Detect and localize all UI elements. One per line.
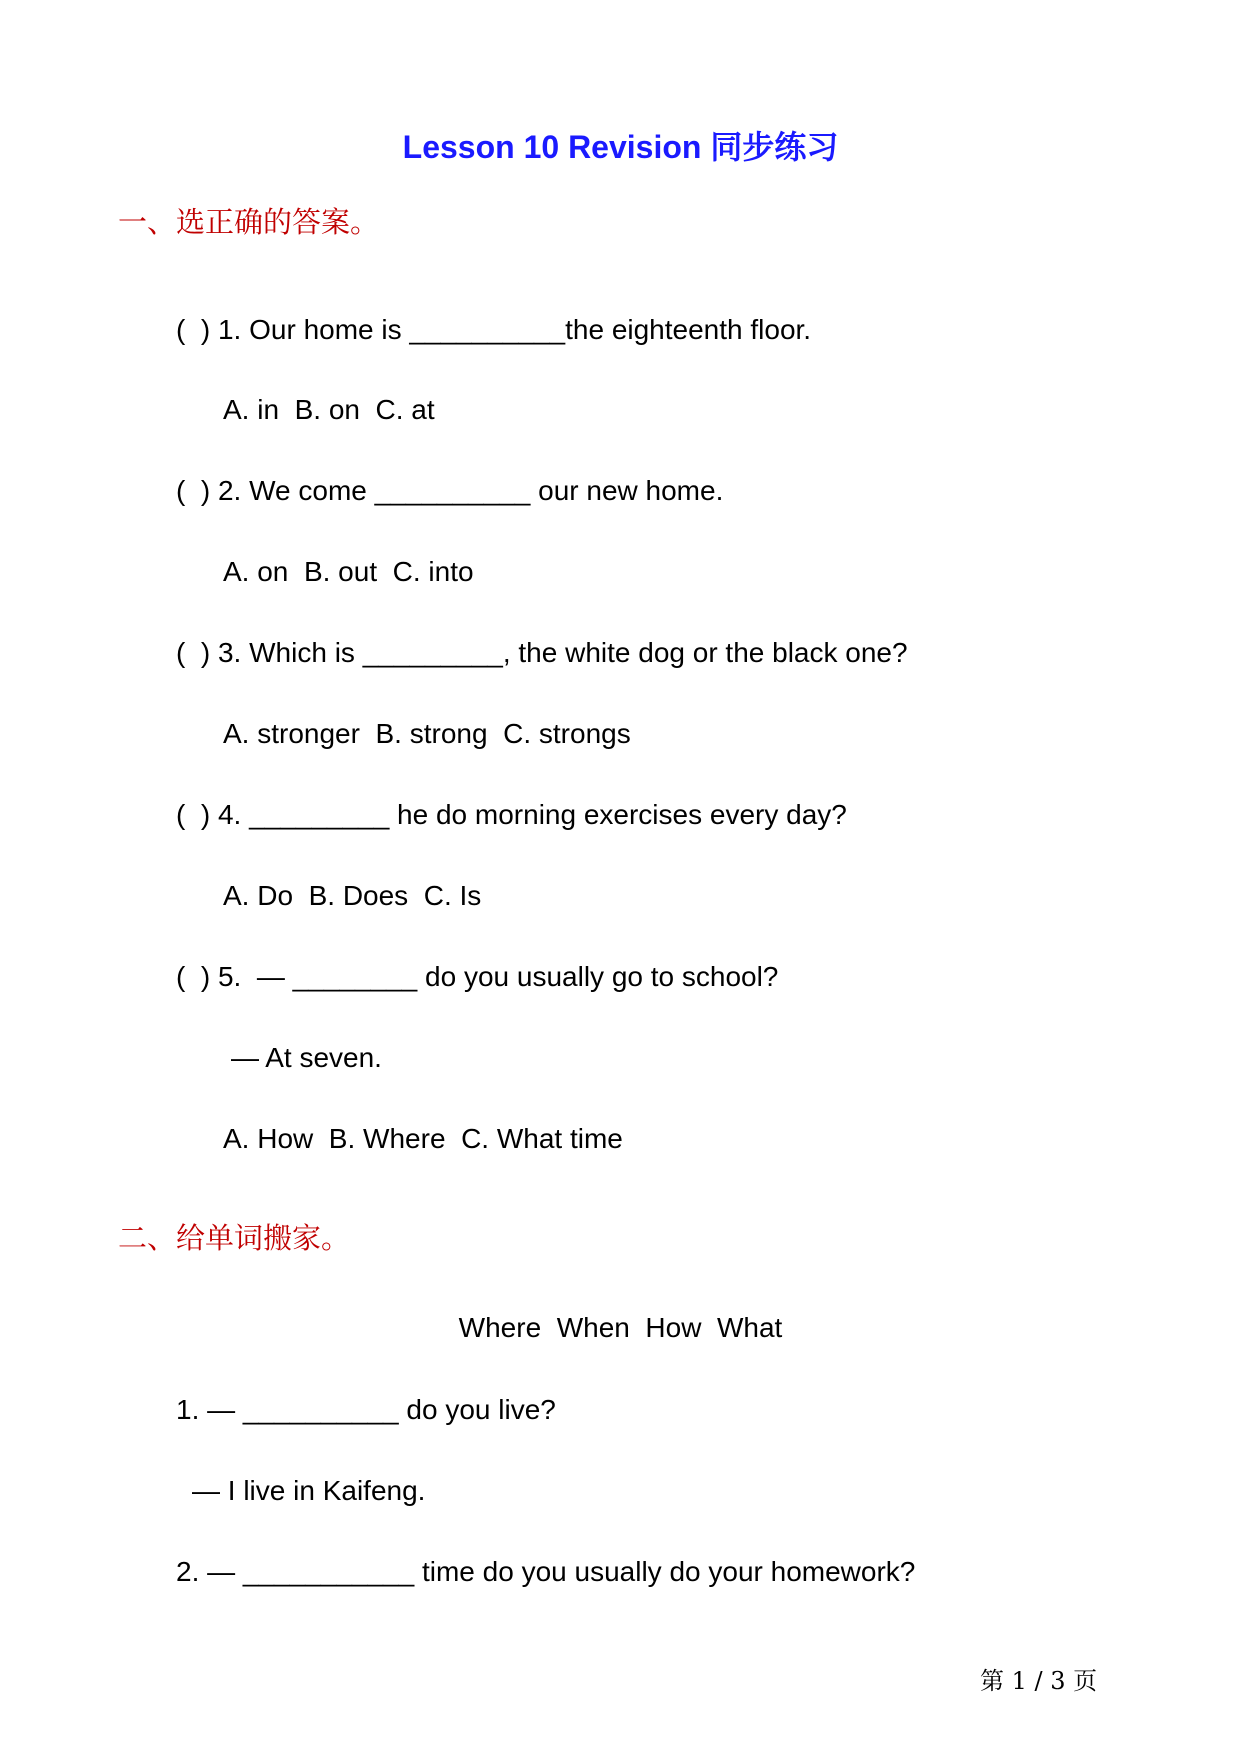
- exercise-2-question: 2. — ___________ time do you usually do your homework?: [176, 1556, 916, 1587]
- question-2-options: A. on B. out C. into: [223, 556, 474, 587]
- question-3: ( ) 3. Which is _________, the white dog or the black one?: [176, 637, 908, 668]
- document-title: Lesson 10 Revision 同步练习: [402, 129, 839, 165]
- question-1-options: A. in B. on C. at: [223, 394, 435, 425]
- question-4-options: A. Do B. Does C. Is: [223, 880, 482, 911]
- question-5: ( ) 5. — ________ do you usually go to school?: [176, 961, 779, 992]
- page-number: 第 1 / 3 页: [980, 1667, 1098, 1695]
- question-1: ( ) 1. Our home is __________the eighteenth floor.: [176, 314, 812, 345]
- question-5-answer: — At seven.: [231, 1042, 382, 1073]
- word-bank: Where When How What: [458, 1312, 783, 1343]
- section-2-heading: 二、给单词搬家。: [118, 1221, 351, 1255]
- exercise-1-question: 1. — __________ do you live?: [176, 1394, 556, 1425]
- section-1-heading: 一、选正确的答案。: [118, 205, 380, 239]
- question-4: ( ) 4. _________ he do morning exercises every day?: [176, 799, 847, 830]
- exercise-1-answer: — I live in Kaifeng.: [192, 1475, 426, 1506]
- question-2: ( ) 2. We come __________ our new home.: [176, 475, 724, 506]
- question-5-options: A. How B. Where C. What time: [223, 1123, 623, 1154]
- question-3-options: A. stronger B. strong C. strongs: [223, 718, 631, 749]
